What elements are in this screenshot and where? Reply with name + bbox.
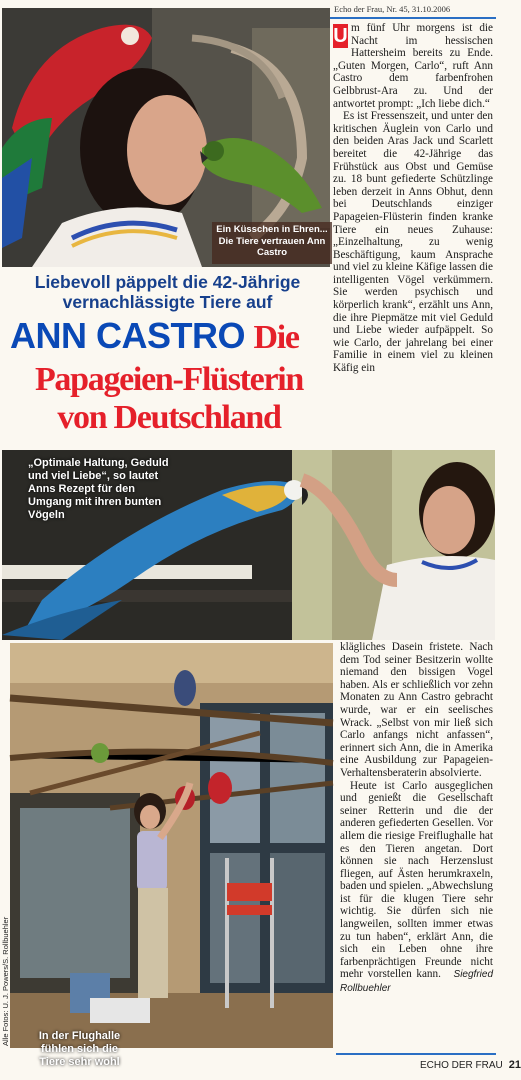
footer: [420, 1059, 521, 1071]
headline-title-1: Die: [253, 319, 299, 356]
article-paragraph: m fünf Uhr morgens ist die Nacht im hessischen Hattersheim bereits zu Ende. „Guten Morgen, Carlo“, ruft Ann Castro dem farbenfrohen Gelbbrust-Ara zu. Und der antwortet prompt: „Ich liebe dich.“: [333, 22, 493, 110]
headline-name-line: [10, 317, 330, 355]
caption-kiss: Ein Küsschen in Ehren... Die Tiere vertrauen Ann Castro: [212, 222, 332, 264]
photo-credit: Alle Fotos: U. J. Powers/S. Rollbuehler: [1, 916, 10, 1046]
drop-cap: U: [333, 25, 348, 47]
article-paragraph: klägliches Dasein fristete. Nach dem Tod seiner Besitzerin wollte niemand den bissigen Vogel haben. Als er schließlich vor zehn Monaten zu Ann Castro gebracht wurde, war er ein seelisches Wrack. „Selbst von mir ließ sich Carlo anfangs nicht anfassen“, erinnert sich Ann, die in Amerika eine Ausbildung zur Papageien-Verhaltensberaterin absolvierte.: [340, 641, 493, 779]
footer-rule: [336, 1053, 496, 1055]
article-column-2: [340, 641, 493, 1051]
author-byline: Siegfried Rollbuehler: [340, 969, 493, 995]
caption-macaw: „Optimale Haltung, Geduld und viel Liebe“, so lautet Anns Rezept für den Umgang mit ihren bunten Vögeln: [28, 457, 169, 521]
caption-hall: In der Flughalle fühlen sich die Tiere sehr wohl: [38, 1030, 121, 1068]
masthead: Echo der Frau, Nr. 45, 31.10.2006: [334, 4, 451, 14]
headline-kicker: Liebevoll päppelt die 42-Jährige vernachlässigte Tiere auf: [34, 272, 301, 312]
article-column-1: [333, 22, 493, 450]
article-paragraph: Heute ist Carlo ausgeglichen und genießt die Gesellschaft seiner Retterin und die der anderen gefiederten Gesellen. Vor allem die riesige Freiflughalle hat es den Tieren angetan. Dort können sie nach Herzenslust fliegen, auf Ästen herumkraxeln, baden und spielen. „Abwechslung ist für die klugen Tiere sehr wichtig. Sie dürfen sich nie langweilen, sollten immer etwas zu tun haben“, erklärt Ann, die sich ein Leben ohne ihre farbenprächtigen Freunde nicht mehr vorstellen kann.: [340, 779, 493, 981]
headline-name: ANN CASTRO: [10, 315, 245, 356]
headline-title-3: von Deutschland: [57, 399, 281, 436]
article-paragraph: Es ist Fressenszeit, und unter den kritischen Äuglein von Carlo und den beiden Aras Jack und Scarlett bereitet die 42-Jährige das Frühstück aus Obst und Gemüse zu. 18 bunt gefiederte Schützlinge leben derzeit in Anns Obhut, denn bei Deutschlands einziger Papageien-Flüsterin finden kranke Tiere ein neues Zuhause: „Einzelhaltung, zu wenig Beschäftigung, kaum Ansprache und viel zu kleine Käfige lassen die intelligenten Vögel verkümmern. Sie werden psychisch und körperlich krank“, erzählt uns Ann, die ihre Piepmätze mit viel Geduld und Liebe wieder aufpäppelt. So wie Carlo, der jahrelang bei einer Familie in einem viel zu kleinen Käfig ein: [333, 110, 493, 375]
headline-title-2: Papageien-Flüsterin: [34, 361, 304, 398]
page-number: 21: [508, 1059, 521, 1071]
photo-flight-hall: [10, 643, 333, 1048]
top-rule: [330, 17, 496, 19]
footer-magazine: ECHO DER FRAU: [420, 1060, 503, 1071]
